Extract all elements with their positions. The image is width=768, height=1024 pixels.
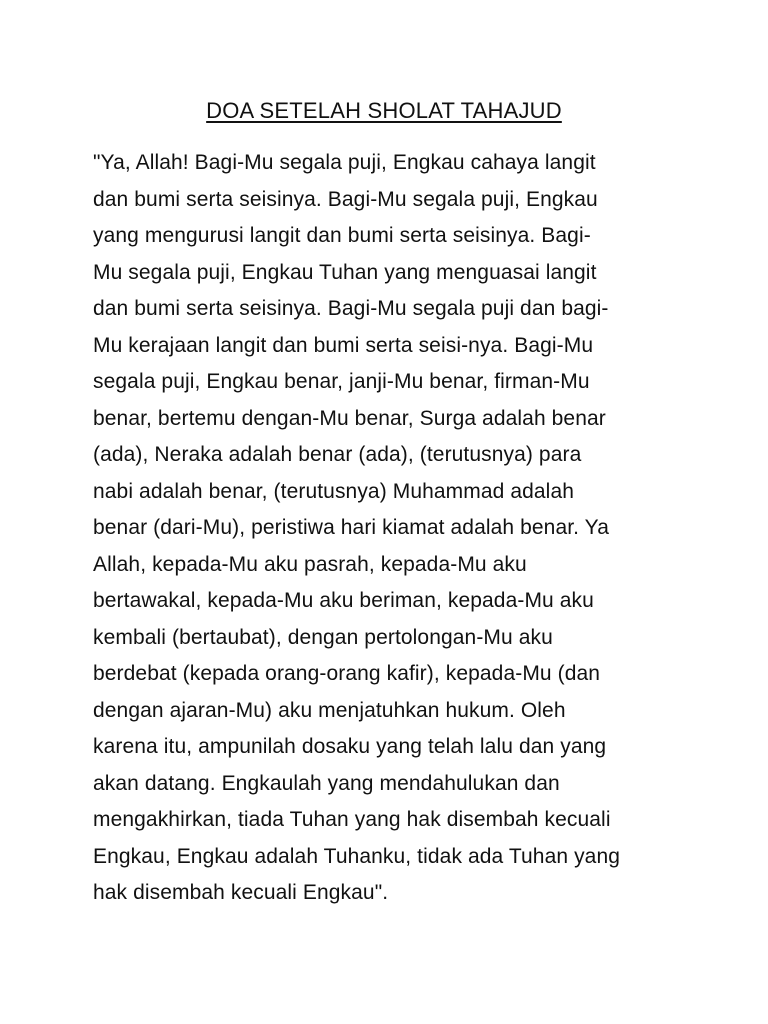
text-line: benar (dari-Mu), peristiwa hari kiamat adalah benar. Ya	[93, 516, 609, 539]
text-line: Mu kerajaan langit dan bumi serta seisi-nya. Bagi-Mu	[93, 333, 594, 357]
text-line: dan bumi serta seisinya. Bagi-Mu segala puji dan bagi-	[93, 297, 609, 320]
text-line: berdebat (kepada orang-orang kafir), kepada-Mu (dan	[93, 662, 601, 685]
text-line: mengakhirkan, tiada Tuhan yang hak disembah kecuali	[93, 808, 611, 831]
text-line: Mu segala puji, Engkau Tuhan yang menguasai langit	[93, 260, 597, 284]
text-line: dengan ajaran-Mu) aku menjatuhkan hukum. Oleh	[93, 698, 566, 722]
text-line: (ada), Neraka adalah benar (ada), (terutusnya) para	[93, 443, 582, 466]
prayer-text	[93, 145, 693, 912]
text-line: segala puji, Engkau benar, janji-Mu benar, firman-Mu	[93, 370, 590, 393]
document-title: DOA SETELAH SHOLAT TAHAJUD	[206, 98, 562, 123]
text-line: Allah, kepada-Mu aku pasrah, kepada-Mu aku	[93, 552, 527, 576]
text-line: nabi adalah benar, (terutusnya) Muhammad adalah	[93, 479, 575, 503]
text-line: hak disembah kecuali Engkau".	[93, 881, 389, 904]
text-line: bertawakal, kepada-Mu aku beriman, kepada-Mu aku	[93, 589, 594, 612]
text-line: yang mengurusi langit dan bumi serta seisinya. Bagi-	[93, 224, 591, 247]
text-line: dan bumi serta seisinya. Bagi-Mu segala puji, Engkau	[93, 187, 598, 211]
text-line: karena itu, ampunilah dosaku yang telah lalu dan yang	[93, 735, 607, 758]
text-line: benar, bertemu dengan-Mu benar, Surga adalah benar	[93, 406, 606, 430]
text-line: kembali (bertaubat), dengan pertolongan-Mu aku	[93, 625, 553, 649]
text-line: "Ya, Allah! Bagi-Mu segala puji, Engkau cahaya langit	[93, 151, 596, 174]
text-line: Engkau, Engkau adalah Tuhanku, tidak ada Tuhan yang	[93, 844, 621, 868]
text-line: akan datang. Engkaulah yang mendahulukan dan	[93, 771, 560, 795]
